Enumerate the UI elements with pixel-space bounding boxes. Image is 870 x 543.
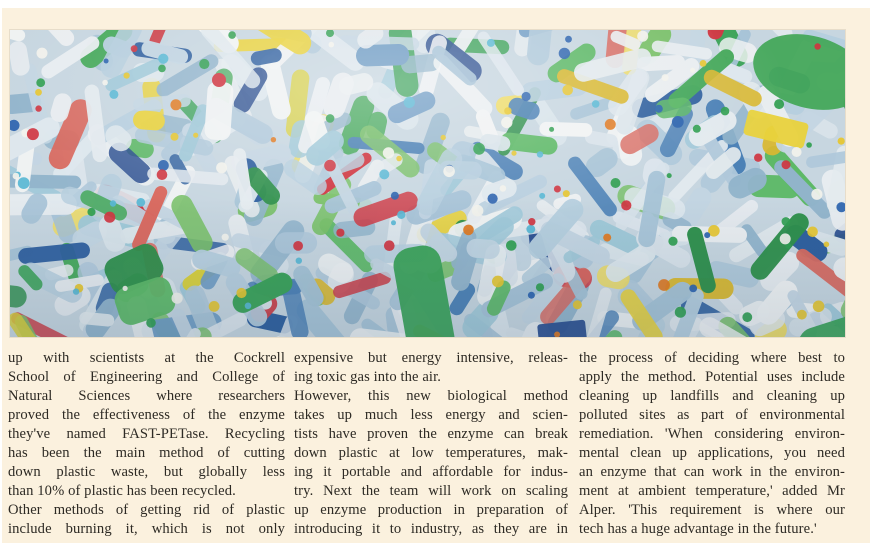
article-line: include burning it, which is not only [8,521,285,537]
article-line: up enzyme production in preparation of [294,502,568,518]
newspaper-page [2,8,870,543]
article-line: expensive but energy intensive, releas- [294,350,568,366]
article-line: School of Engineering and College of [8,369,285,385]
article-line: down plastic at low temperatures, mak- [294,445,568,461]
article-column-3 [579,349,845,539]
article-line: remediation. 'When considering environ- [579,426,845,442]
article-line: down plastic waste, but globally less [8,464,285,480]
article-line: than 10% of plastic has been recycled. [8,483,236,499]
article-line: mental clean up applications, you need [579,445,845,461]
article-line: Other methods of getting rid of plastic [8,502,285,518]
article-line: has been the main method of cutting [8,445,285,461]
article-photo [10,30,845,337]
article-line: ment at ambient temperature,' added Mr [579,483,845,499]
article-line: ing it portable and affordable for indus- [294,464,568,480]
article-line: tists have proven the enzyme can break [294,426,568,442]
article-column-1 [8,349,285,539]
article-line: try. Next the team will work on scaling [294,483,568,499]
article-column-2 [294,349,568,539]
article-line: an enzyme that can work in the environ- [579,464,845,480]
article-line: ing toxic gas into the air. [294,369,441,385]
article-line: up with scientists at the Cockrell [8,350,285,366]
plastic-bottles-photo [10,30,845,337]
article-line: polluted sites as part of environmental [579,407,845,423]
article-line: introducing it to industry, as they are in [294,521,568,537]
article-line: Natural Sciences where researchers [8,388,285,404]
article-line: cleaning up landfills and cleaning up [579,388,845,404]
article-line: proved the effectiveness of the enzyme [8,407,285,423]
article-line: the process of deciding where best to [579,350,845,366]
article-line: they've named FAST-PETase. Recycling [8,426,285,442]
article-line: tech has a huge advantage in the future.' [579,521,817,537]
article-line: apply the method. Potential uses include [579,369,845,385]
article-line: Alper. 'This requirement is where our [579,502,845,518]
article-line: takes up much less energy and scien- [294,407,568,423]
article-line: However, this new biological method [294,388,568,404]
